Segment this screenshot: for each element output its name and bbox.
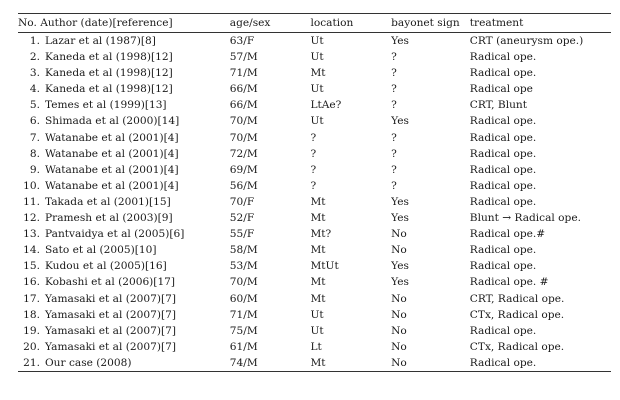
table-row bbox=[18, 274, 611, 290]
author-reference: Kudou et al (2005)[16] bbox=[45, 260, 167, 273]
header-no-author: No. Author (date)[reference] bbox=[18, 14, 230, 33]
cell-no-author bbox=[18, 146, 230, 162]
table-body bbox=[18, 33, 611, 372]
cell-no-author bbox=[18, 307, 230, 323]
author-reference: Kobashi et al (2006)[17] bbox=[45, 276, 176, 289]
case-number: 20. bbox=[23, 340, 40, 353]
case-number: 3. bbox=[29, 67, 40, 80]
table-row bbox=[18, 355, 611, 372]
cell-location: ? bbox=[310, 147, 317, 160]
cell-bayonet-sign: ? bbox=[391, 83, 397, 96]
author-reference: Watanabe et al (2001)[4] bbox=[45, 163, 179, 176]
case-number: 5. bbox=[29, 99, 40, 112]
cell-no-author bbox=[18, 65, 230, 81]
cell-age-sex: 63/F bbox=[229, 35, 255, 47]
table-row bbox=[18, 130, 611, 146]
cell-no-author bbox=[18, 258, 230, 274]
author-reference: Watanabe et al (2001)[4] bbox=[45, 147, 179, 160]
cell-bayonet-sign: ? bbox=[391, 179, 397, 192]
cell-bayonet-sign: No bbox=[391, 228, 407, 241]
cell-no-author bbox=[18, 49, 230, 65]
header-location: location bbox=[310, 14, 391, 33]
table-row bbox=[18, 210, 611, 226]
case-number: 6. bbox=[29, 115, 40, 128]
author-reference: Watanabe et al (2001)[4] bbox=[45, 179, 179, 192]
cell-location: MtUt bbox=[310, 260, 339, 273]
case-number: 19. bbox=[23, 324, 40, 337]
cell-age-sex: 69/M bbox=[229, 163, 258, 176]
cell-location: Mt bbox=[310, 212, 326, 225]
case-number: 12. bbox=[23, 212, 40, 225]
author-reference: Sato et al (2005)[10] bbox=[45, 244, 157, 257]
cell-location: ? bbox=[310, 163, 317, 176]
case-number: 18. bbox=[23, 308, 40, 321]
table-row bbox=[18, 162, 611, 178]
author-reference: Temes et al (1999)[13] bbox=[45, 99, 167, 112]
case-number: 4. bbox=[29, 83, 40, 96]
author-reference: Yamasaki et al (2007)[7] bbox=[45, 324, 176, 337]
table-row bbox=[18, 242, 611, 258]
cell-bayonet-sign: ? bbox=[391, 51, 397, 64]
cell-treatment: Radical ope. bbox=[470, 355, 611, 372]
cell-bayonet-sign: Yes bbox=[391, 212, 409, 225]
cell-age-sex: 71/M bbox=[229, 67, 258, 80]
cell-bayonet-sign: Yes bbox=[391, 115, 409, 128]
table-row bbox=[18, 97, 611, 113]
cell-treatment: Radical ope. bbox=[469, 324, 537, 337]
cell-treatment: Radical ope. bbox=[469, 67, 537, 80]
cell-treatment: Radical ope. bbox=[469, 51, 537, 64]
cell-bayonet-sign: ? bbox=[391, 131, 397, 144]
cell-age-sex: 70/M bbox=[229, 131, 258, 144]
cell-treatment: Blunt → Radical ope. bbox=[469, 212, 581, 225]
cell-no-author bbox=[18, 323, 230, 339]
case-number: 11. bbox=[23, 195, 40, 208]
cell-location: Ut bbox=[310, 115, 324, 128]
case-table bbox=[18, 13, 611, 372]
cell-age-sex: 75/M bbox=[229, 324, 258, 337]
header-row bbox=[18, 14, 611, 33]
cell-treatment: Radical ope. bbox=[469, 163, 537, 176]
cell-age-sex: 57/M bbox=[229, 51, 258, 64]
cell-no-author bbox=[18, 242, 230, 258]
cell-location: ? bbox=[310, 179, 317, 192]
cell-treatment: Radical ope. bbox=[469, 115, 537, 128]
cell-location: Mt bbox=[310, 276, 326, 289]
cell-age-sex: 70/F bbox=[229, 195, 255, 208]
cell-bayonet-sign: No bbox=[391, 244, 407, 257]
cell-no-author bbox=[18, 274, 230, 290]
cell-age-sex: 70/M bbox=[229, 115, 258, 128]
table-row bbox=[18, 65, 611, 81]
cell-treatment: Radical ope. bbox=[469, 131, 537, 144]
cell-no-author bbox=[18, 81, 230, 97]
cell-no-author bbox=[18, 178, 230, 194]
header-age-sex: age/sex bbox=[230, 14, 311, 33]
table-row bbox=[18, 178, 611, 194]
case-number: 15. bbox=[23, 260, 40, 273]
case-number: 21. bbox=[23, 356, 40, 369]
cell-location: LtAe? bbox=[310, 99, 342, 112]
cell-treatment: Radical ope bbox=[469, 83, 533, 96]
cell-location: Ut bbox=[310, 35, 324, 47]
cell-location: Ut bbox=[310, 308, 324, 321]
author-reference: Pramesh et al (2003)[9] bbox=[45, 212, 173, 225]
table-header bbox=[18, 14, 611, 33]
cell-no-author bbox=[18, 97, 230, 113]
cell-location: ? bbox=[310, 131, 317, 144]
cell-location: Mt bbox=[310, 244, 326, 257]
table-row bbox=[18, 323, 611, 339]
cell-age-sex: 55/F bbox=[229, 228, 255, 241]
case-number: 17. bbox=[23, 292, 40, 305]
case-number: 8. bbox=[29, 147, 40, 160]
table-row bbox=[18, 146, 611, 162]
cell-age-sex: 60/M bbox=[229, 292, 258, 305]
cell-no-author bbox=[18, 210, 230, 226]
cell-location: Ut bbox=[310, 83, 324, 96]
cell-treatment: Radical ope. bbox=[469, 244, 537, 257]
cell-location: Mt bbox=[310, 195, 326, 208]
header-treatment: treatment bbox=[470, 14, 611, 33]
author-reference: Pantvaidya et al (2005)[6] bbox=[45, 228, 185, 241]
cell-no-author bbox=[18, 291, 230, 307]
cell-treatment: CTx, Radical ope. bbox=[469, 340, 565, 353]
case-number: 9. bbox=[29, 163, 40, 176]
cell-bayonet-sign: Yes bbox=[391, 260, 409, 273]
author-reference: Kaneda et al (1998)[12] bbox=[45, 67, 173, 80]
author-reference: Kaneda et al (1998)[12] bbox=[45, 51, 173, 64]
table-row bbox=[18, 258, 611, 274]
author-reference: Watanabe et al (2001)[4] bbox=[45, 131, 179, 144]
cell-age-sex: 66/M bbox=[229, 83, 258, 96]
cell-treatment: Radical ope. bbox=[469, 147, 537, 160]
cell-treatment: CRT, Radical ope. bbox=[469, 292, 565, 305]
cell-treatment: CRT (aneurysm ope.) bbox=[469, 35, 584, 47]
cell-age-sex: 58/M bbox=[229, 244, 258, 257]
cell-bayonet-sign: No bbox=[391, 308, 407, 321]
author-reference: Yamasaki et al (2007)[7] bbox=[45, 340, 176, 353]
cell-no-author bbox=[18, 33, 230, 50]
table-row bbox=[18, 49, 611, 65]
cell-age-sex: 56/M bbox=[229, 179, 258, 192]
author-reference: Yamasaki et al (2007)[7] bbox=[45, 292, 176, 305]
table-row bbox=[18, 339, 611, 355]
cell-bayonet-sign: No bbox=[391, 292, 407, 305]
cell-location: Mt bbox=[310, 355, 391, 372]
cell-location: Mt? bbox=[310, 228, 332, 241]
table-row bbox=[18, 307, 611, 323]
author-reference: Our case (2008) bbox=[45, 356, 132, 369]
cell-age-sex: 74/M bbox=[230, 355, 311, 372]
cell-bayonet-sign: ? bbox=[391, 67, 397, 80]
cell-location: Lt bbox=[310, 340, 322, 353]
table-row bbox=[18, 113, 611, 129]
cell-bayonet-sign: ? bbox=[391, 147, 397, 160]
cell-age-sex: 52/F bbox=[229, 212, 255, 225]
cell-age-sex: 61/M bbox=[229, 340, 258, 353]
table-row bbox=[18, 33, 611, 50]
cell-location: Ut bbox=[310, 324, 324, 337]
cell-treatment: CTx, Radical ope. bbox=[469, 308, 565, 321]
header-bayonet-sign: bayonet sign bbox=[391, 14, 470, 33]
case-number: 13. bbox=[23, 228, 40, 241]
cell-age-sex: 72/M bbox=[229, 147, 258, 160]
cell-no-author bbox=[18, 194, 230, 210]
cell-bayonet-sign: Yes bbox=[391, 35, 409, 47]
cell-location: Mt bbox=[310, 67, 326, 80]
case-number: 7. bbox=[29, 131, 40, 144]
cell-location: Mt bbox=[310, 292, 326, 305]
table-row bbox=[18, 291, 611, 307]
cell-age-sex: 53/M bbox=[229, 260, 258, 273]
author-reference: Kaneda et al (1998)[12] bbox=[45, 83, 173, 96]
cell-no-author bbox=[18, 226, 230, 242]
table-row bbox=[18, 194, 611, 210]
cell-bayonet-sign: Yes bbox=[391, 276, 409, 289]
case-number: 1. bbox=[29, 35, 40, 47]
cell-bayonet-sign: ? bbox=[391, 163, 397, 176]
cell-treatment: CRT, Blunt bbox=[469, 99, 527, 112]
author-reference: Shimada et al (2000)[14] bbox=[45, 115, 180, 128]
cell-treatment: Radical ope. bbox=[469, 260, 537, 273]
cell-no-author bbox=[18, 113, 230, 129]
table-row bbox=[18, 226, 611, 242]
cell-age-sex: 71/M bbox=[229, 308, 258, 321]
cell-no-author bbox=[18, 355, 230, 372]
cell-bayonet-sign: No bbox=[391, 324, 407, 337]
case-number: 16. bbox=[23, 276, 40, 289]
author-reference: Lazar et al (1987)[8] bbox=[45, 35, 156, 47]
author-reference: Takada et al (2001)[15] bbox=[45, 195, 171, 208]
cell-location: Ut bbox=[310, 51, 324, 64]
cell-bayonet-sign: No bbox=[391, 340, 407, 353]
cell-age-sex: 66/M bbox=[229, 99, 258, 112]
cell-bayonet-sign: ? bbox=[391, 99, 397, 112]
cell-no-author bbox=[18, 339, 230, 355]
cell-treatment: Radical ope. bbox=[469, 195, 537, 208]
case-number: 2. bbox=[29, 51, 40, 64]
cell-treatment: Radical ope. bbox=[469, 179, 537, 192]
cell-treatment: Radical ope. # bbox=[469, 276, 549, 289]
cell-treatment: Radical ope.# bbox=[469, 228, 546, 241]
cell-no-author bbox=[18, 162, 230, 178]
cell-age-sex: 70/M bbox=[229, 276, 258, 289]
case-number: 10. bbox=[23, 179, 40, 192]
table-row bbox=[18, 81, 611, 97]
author-reference: Yamasaki et al (2007)[7] bbox=[45, 308, 176, 321]
cell-bayonet-sign: Yes bbox=[391, 195, 409, 208]
cell-bayonet-sign: No bbox=[391, 355, 470, 372]
case-number: 14. bbox=[23, 244, 40, 257]
cell-no-author bbox=[18, 130, 230, 146]
